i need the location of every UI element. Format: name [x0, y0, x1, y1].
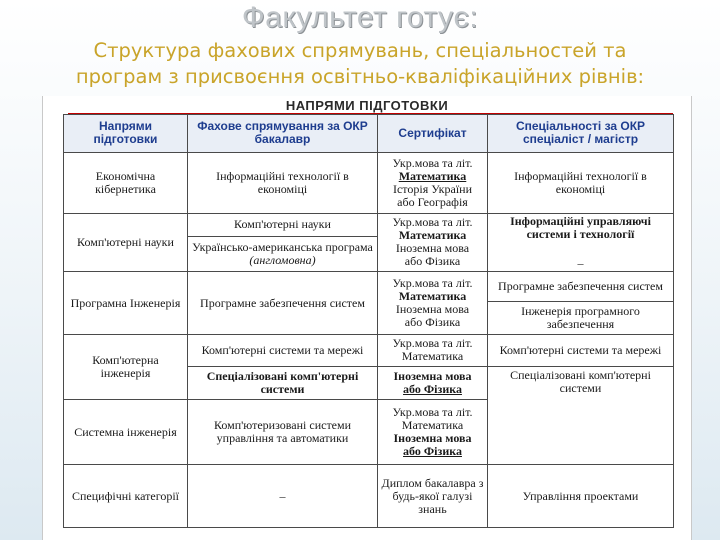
cert-line: або Фізика — [404, 254, 461, 269]
specialty-software-systems: Програмне забезпечення систем — [488, 272, 674, 301]
direction-computer-engineering: Комп'ютерна інженерія — [64, 335, 188, 400]
specialization-it-economics: Інформаційні технології в економіці — [188, 152, 378, 213]
header-specialty: Спеціальності за ОКР спеціаліст / магістр — [488, 115, 674, 153]
specialization-software-systems: Програмне забезпечення систем — [188, 272, 378, 335]
certificate-cell — [378, 366, 488, 400]
certificate-cell — [378, 152, 488, 213]
cert-line: Укр.мова та літ. — [392, 215, 473, 230]
program-name: Українсько-американська програма — [192, 239, 373, 254]
cert-line: або Географія — [397, 194, 468, 209]
direction-computer-science: Комп'ютерні науки — [64, 213, 188, 272]
cert-line: Історія України — [392, 181, 473, 196]
slide-subtitle — [10, 38, 710, 90]
document-heading: НАПРЯМИ ПІДГОТОВКИ — [285, 98, 449, 113]
cert-line: Іноземна мова — [393, 431, 472, 446]
header-specialization: Фахове спрямування за ОКР бакалавр — [188, 115, 378, 153]
certificate-bachelor-diploma: Диплом бакалавра з будь-якої галузі знань — [378, 465, 488, 528]
specialization-dash: – — [188, 465, 378, 528]
cert-line: Укр.мова та літ. — [392, 276, 473, 291]
table-row — [64, 335, 674, 366]
specialization-specialized-systems: Спеціалізовані комп'ютерні системи — [188, 366, 378, 400]
directions-table — [63, 114, 674, 528]
certificate-cell — [378, 272, 488, 335]
direction-specific-categories: Специфічні категорії — [64, 465, 188, 528]
specialization-ua-program — [188, 236, 378, 272]
certificate-cell — [378, 335, 488, 366]
table-row — [64, 213, 674, 236]
direction-system-engineering: Системна інженерія — [64, 400, 188, 465]
cert-line: Іноземна мова — [393, 368, 472, 383]
cert-line: Іноземна мова — [395, 302, 470, 317]
cert-line: Укр.мова та літ. — [392, 405, 473, 420]
header-certificate: Сертифікат — [378, 115, 488, 153]
direction-software-engineering: Програмна Інженерія — [64, 272, 188, 335]
specialty-software-engineering: Інженерія програмного забезпечення — [488, 301, 674, 335]
specialty-specialized-systems: Спеціалізовані комп'ютерні системи — [488, 366, 674, 465]
subtitle-line-2: програм з присвоєння освітньо-кваліфікаційних рівнів: — [75, 65, 645, 88]
cert-line: Укр.мова та літ. — [392, 336, 473, 351]
cert-line: Математика — [401, 418, 464, 433]
certificate-cell — [378, 400, 488, 465]
table-row — [64, 272, 674, 301]
specialty-cell — [488, 213, 674, 272]
specialization-computerized-control: Комп'ютеризовані системи управління та автоматики — [188, 400, 378, 465]
subtitle-line-1: Структура фахових спрямувань, спеціальностей та — [93, 39, 627, 62]
table-header-row — [64, 115, 674, 153]
cert-line: Іноземна мова — [395, 241, 470, 256]
program-note: (англомовна) — [249, 252, 316, 267]
cert-line: Математика — [398, 168, 467, 183]
header-direction: Напрями підготовки — [64, 115, 188, 153]
certificate-cell — [378, 213, 488, 272]
cert-line: Математика — [398, 289, 467, 304]
slide-title: Факультет готує: — [241, 1, 479, 34]
table-row — [64, 152, 674, 213]
specialty-project-management: Управління проектами — [488, 465, 674, 528]
cert-line: Математика — [398, 228, 467, 243]
specialty-computer-networks: Комп'ютерні системи та мережі — [488, 335, 674, 366]
document-scan — [42, 96, 692, 540]
specialty-info-systems: Інформаційні управляючі системи і технології — [510, 213, 651, 241]
cert-line: або Фізика — [404, 315, 461, 330]
specialization-computer-networks: Комп'ютерні системи та мережі — [188, 335, 378, 366]
table-row — [64, 465, 674, 528]
cert-line: або Фізика — [403, 381, 462, 396]
cert-line: або Фізика — [403, 444, 462, 459]
specialty-dash: – — [577, 255, 584, 270]
specialization-computer-science: Комп'ютерні науки — [188, 213, 378, 236]
specialty-it-economics: Інформаційні технології в економіці — [488, 152, 674, 213]
cert-line: Укр.мова та літ. — [392, 155, 473, 170]
direction-economic-cybernetics: Економічна кібернетика — [64, 152, 188, 213]
cert-line: Математика — [401, 349, 464, 364]
